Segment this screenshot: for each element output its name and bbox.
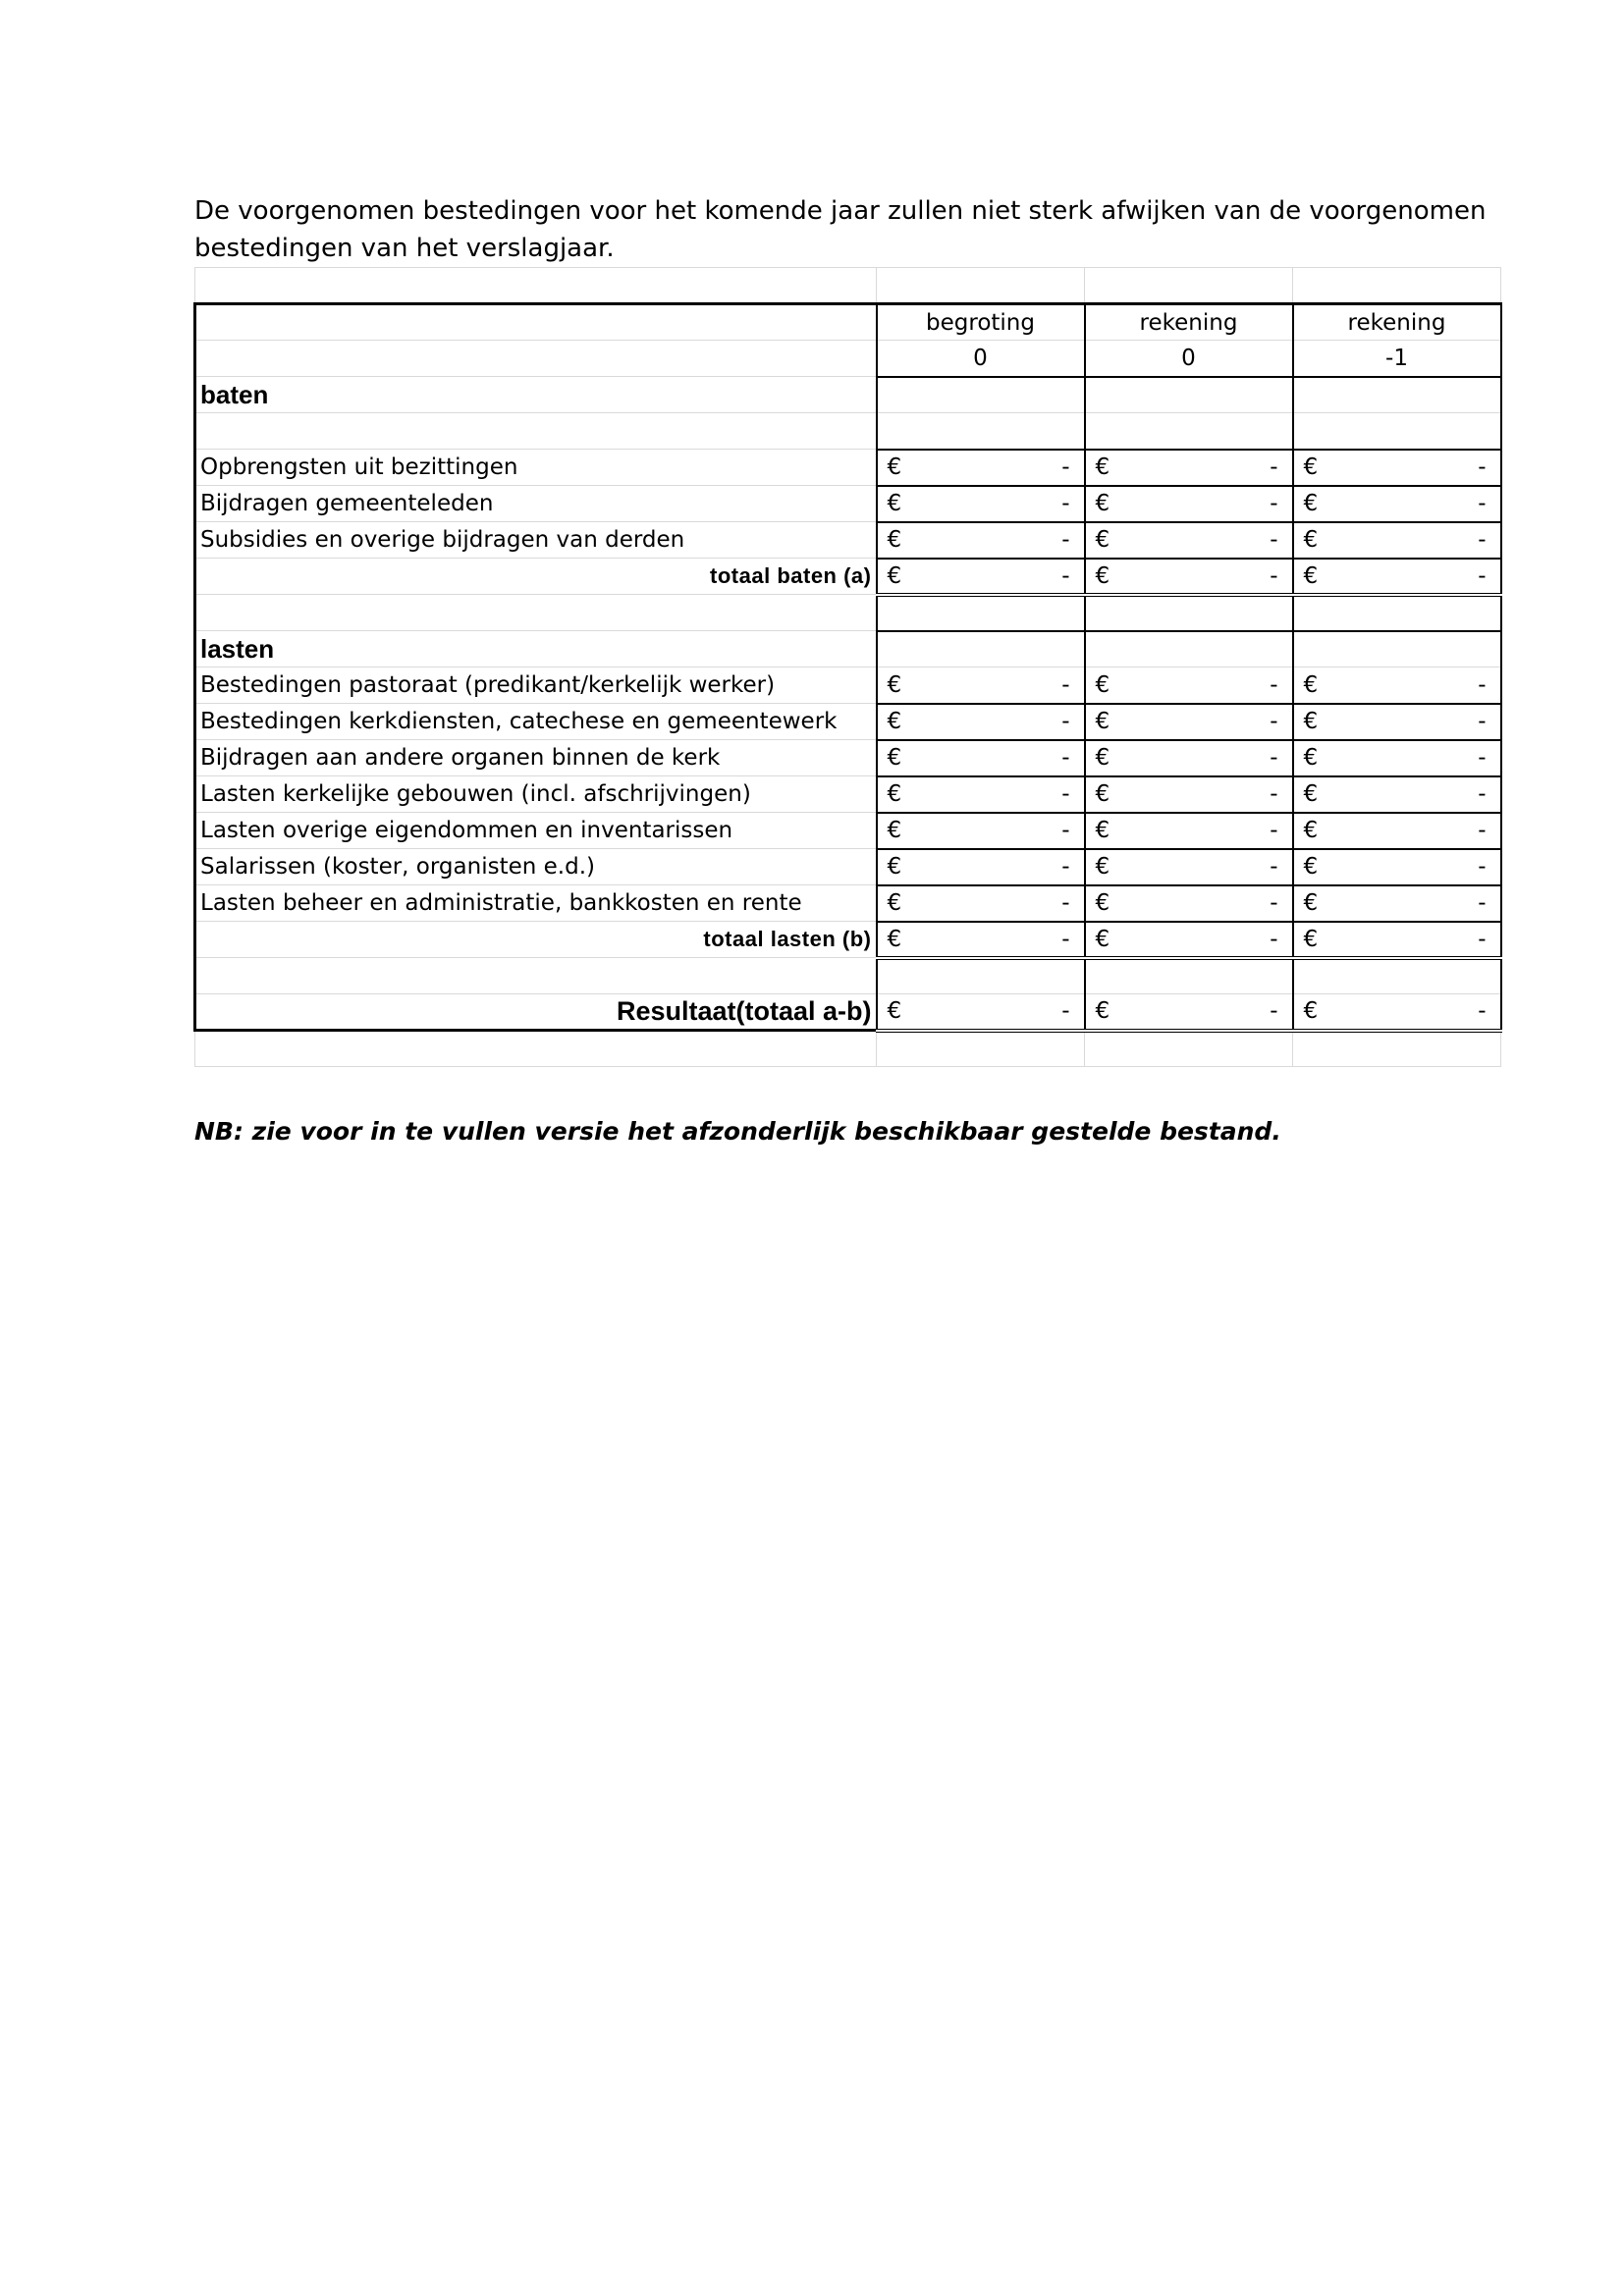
amount-value: - <box>1061 854 1070 880</box>
spacer-row <box>195 595 1501 631</box>
amount-cell[interactable] <box>877 740 1085 776</box>
amount-value: - <box>1478 854 1487 880</box>
table-row <box>195 885 1501 922</box>
currency-symbol: € <box>1095 562 1110 589</box>
amount-value: - <box>1478 818 1487 843</box>
column-header-rekening-prev: rekening <box>1293 304 1501 341</box>
currency-symbol: € <box>887 527 902 553</box>
amount-value: - <box>1478 562 1487 589</box>
currency-symbol: € <box>1095 491 1110 516</box>
amount-value: - <box>1270 998 1278 1025</box>
amount-value: - <box>1270 562 1278 589</box>
amount-value: - <box>1270 454 1278 480</box>
currency-symbol: € <box>1095 854 1110 880</box>
amount-value: - <box>1061 890 1070 916</box>
amount-cell[interactable] <box>1085 740 1293 776</box>
amount-cell[interactable] <box>1085 776 1293 813</box>
amount-cell[interactable] <box>1293 704 1501 740</box>
amount-cell[interactable] <box>877 559 1085 595</box>
amount-cell[interactable] <box>877 450 1085 486</box>
amount-value: - <box>1061 454 1070 480</box>
total-baten-row <box>195 559 1501 595</box>
currency-symbol: € <box>887 745 902 771</box>
table-row <box>195 704 1501 740</box>
currency-symbol: € <box>887 998 902 1025</box>
amount-value: - <box>1270 818 1278 843</box>
amount-value: - <box>1061 527 1070 553</box>
row-label: Bestedingen pastoraat (predikant/kerkelijk werker) <box>195 667 877 704</box>
table-row <box>195 740 1501 776</box>
section-baten-label: baten <box>195 377 877 413</box>
amount-value: - <box>1270 671 1278 698</box>
column-year-rekening: 0 <box>1085 341 1293 377</box>
section-baten <box>195 377 1501 413</box>
currency-symbol: € <box>887 781 902 807</box>
amount-cell[interactable] <box>1293 450 1501 486</box>
column-year-begroting: 0 <box>877 341 1085 377</box>
amount-cell[interactable] <box>1085 486 1293 522</box>
column-header-begroting: begroting <box>877 304 1085 341</box>
total-lasten-row-label: totaal lasten (b) <box>195 922 877 958</box>
budget-table <box>193 267 1502 1067</box>
amount-value: - <box>1478 671 1487 698</box>
spacer-row <box>195 413 1501 450</box>
section-lasten-label: lasten <box>195 631 877 667</box>
amount-cell[interactable] <box>1085 922 1293 958</box>
currency-symbol: € <box>887 890 902 916</box>
amount-cell[interactable] <box>1085 885 1293 922</box>
currency-symbol: € <box>1095 671 1110 698</box>
amount-value: - <box>1478 998 1487 1025</box>
table-row <box>195 486 1501 522</box>
footnote: NB: zie voor in te vullen versie het afzonderlijk beschikbaar gestelde bestand. <box>194 1117 1281 1146</box>
amount-value: - <box>1061 562 1070 589</box>
amount-value: - <box>1270 926 1278 952</box>
intro-paragraph: De voorgenomen bestedingen voor het komende jaar zullen niet sterk afwijken van de voorgenomen bestedingen van het verslagjaar. <box>194 196 1487 263</box>
amount-value: - <box>1478 454 1487 480</box>
currency-symbol: € <box>1095 998 1110 1025</box>
amount-cell[interactable] <box>1293 885 1501 922</box>
amount-value: - <box>1478 709 1487 734</box>
table-row <box>195 813 1501 849</box>
spacer-row <box>195 958 1501 994</box>
column-header-rekening: rekening <box>1085 304 1293 341</box>
amount-cell[interactable] <box>1293 667 1501 704</box>
table-row <box>195 849 1501 885</box>
amount-value: - <box>1478 890 1487 916</box>
amount-value: - <box>1061 745 1070 771</box>
currency-symbol: € <box>1303 926 1319 952</box>
amount-cell[interactable] <box>877 849 1085 885</box>
result-row-label: Resultaat(totaal a-b) <box>195 994 877 1031</box>
amount-value: - <box>1061 709 1070 734</box>
currency-symbol: € <box>1303 491 1319 516</box>
currency-symbol: € <box>1303 709 1319 734</box>
currency-symbol: € <box>1303 818 1319 843</box>
amount-value: - <box>1478 745 1487 771</box>
currency-symbol: € <box>1095 454 1110 480</box>
currency-symbol: € <box>887 926 902 952</box>
table-row <box>195 776 1501 813</box>
amount-value: - <box>1061 998 1070 1025</box>
amount-cell[interactable] <box>877 994 1085 1031</box>
currency-symbol: € <box>1095 745 1110 771</box>
amount-cell[interactable] <box>1085 522 1293 559</box>
amount-cell[interactable] <box>877 667 1085 704</box>
row-label: Opbrengsten uit bezittingen <box>195 450 877 486</box>
currency-symbol: € <box>1095 709 1110 734</box>
amount-cell[interactable] <box>877 704 1085 740</box>
currency-symbol: € <box>1095 818 1110 843</box>
currency-symbol: € <box>887 854 902 880</box>
spacer-row <box>195 1031 1501 1067</box>
result-row <box>195 994 1501 1031</box>
currency-symbol: € <box>887 671 902 698</box>
table-row <box>195 667 1501 704</box>
currency-symbol: € <box>1303 998 1319 1025</box>
column-year-rekening-prev: -1 <box>1293 341 1501 377</box>
amount-value: - <box>1270 890 1278 916</box>
budget-spreadsheet <box>193 267 1502 1067</box>
amount-cell[interactable] <box>1293 922 1501 958</box>
column-year-row <box>195 341 1501 377</box>
amount-value: - <box>1478 527 1487 553</box>
currency-symbol: € <box>1303 890 1319 916</box>
amount-cell[interactable] <box>1293 486 1501 522</box>
amount-cell[interactable] <box>877 813 1085 849</box>
amount-value: - <box>1270 745 1278 771</box>
amount-value: - <box>1270 491 1278 516</box>
row-label: Bijdragen gemeenteleden <box>195 486 877 522</box>
row-label: Lasten kerkelijke gebouwen (incl. afschrijvingen) <box>195 776 877 813</box>
currency-symbol: € <box>887 709 902 734</box>
currency-symbol: € <box>1095 781 1110 807</box>
amount-cell[interactable] <box>1293 776 1501 813</box>
currency-symbol: € <box>1303 671 1319 698</box>
amount-cell[interactable] <box>1085 450 1293 486</box>
amount-cell[interactable] <box>1085 813 1293 849</box>
amount-value: - <box>1270 854 1278 880</box>
amount-cell[interactable] <box>1293 849 1501 885</box>
total-baten-row-label: totaal baten (a) <box>195 559 877 595</box>
amount-cell[interactable] <box>1085 849 1293 885</box>
currency-symbol: € <box>1303 454 1319 480</box>
row-label: Bijdragen aan andere organen binnen de kerk <box>195 740 877 776</box>
amount-value: - <box>1061 818 1070 843</box>
amount-cell[interactable] <box>877 522 1085 559</box>
currency-symbol: € <box>1303 781 1319 807</box>
amount-value: - <box>1061 781 1070 807</box>
amount-value: - <box>1061 926 1070 952</box>
amount-value: - <box>1270 527 1278 553</box>
currency-symbol: € <box>1303 745 1319 771</box>
amount-cell[interactable] <box>877 922 1085 958</box>
currency-symbol: € <box>1303 854 1319 880</box>
row-label: Lasten beheer en administratie, bankkosten en rente <box>195 885 877 922</box>
amount-cell[interactable] <box>1293 813 1501 849</box>
table-row <box>195 450 1501 486</box>
amount-cell[interactable] <box>877 885 1085 922</box>
amount-cell[interactable] <box>1085 559 1293 595</box>
currency-symbol: € <box>1095 890 1110 916</box>
table-row <box>195 522 1501 559</box>
amount-cell[interactable] <box>877 776 1085 813</box>
amount-value: - <box>1478 781 1487 807</box>
amount-cell[interactable] <box>1085 667 1293 704</box>
currency-symbol: € <box>1303 562 1319 589</box>
amount-value: - <box>1270 709 1278 734</box>
currency-symbol: € <box>1303 527 1319 553</box>
row-label: Salarissen (koster, organisten e.d.) <box>195 849 877 885</box>
spacer-row <box>195 268 1501 304</box>
amount-value: - <box>1478 491 1487 516</box>
amount-value: - <box>1478 926 1487 952</box>
row-label: Bestedingen kerkdiensten, catechese en gemeentewerk <box>195 704 877 740</box>
total-lasten-row <box>195 922 1501 958</box>
row-label: Subsidies en overige bijdragen van derden <box>195 522 877 559</box>
row-label: Lasten overige eigendommen en inventarissen <box>195 813 877 849</box>
amount-cell[interactable] <box>1293 994 1501 1031</box>
currency-symbol: € <box>887 562 902 589</box>
currency-symbol: € <box>887 454 902 480</box>
currency-symbol: € <box>1095 527 1110 553</box>
currency-symbol: € <box>887 491 902 516</box>
amount-value: - <box>1061 671 1070 698</box>
amount-value: - <box>1270 781 1278 807</box>
amount-cell[interactable] <box>877 486 1085 522</box>
amount-cell[interactable] <box>1293 740 1501 776</box>
column-header-row <box>195 304 1501 341</box>
amount-cell[interactable] <box>1085 704 1293 740</box>
amount-cell[interactable] <box>1085 994 1293 1031</box>
amount-cell[interactable] <box>1293 559 1501 595</box>
currency-symbol: € <box>887 818 902 843</box>
currency-symbol: € <box>1095 926 1110 952</box>
section-lasten <box>195 631 1501 667</box>
amount-value: - <box>1061 491 1070 516</box>
amount-cell[interactable] <box>1293 522 1501 559</box>
